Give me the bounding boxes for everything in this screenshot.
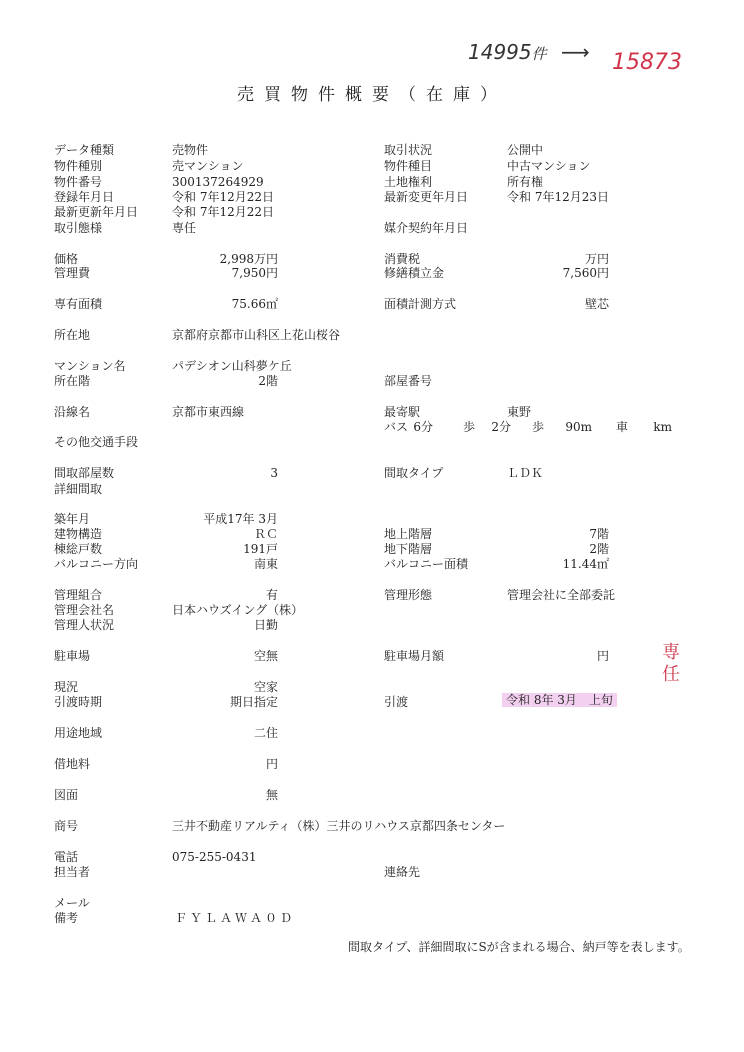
value-walk-minutes: 2分: [491, 420, 511, 434]
value-units: 191戸: [243, 542, 278, 556]
label-room-no: 部屋番号: [384, 374, 433, 388]
label-land-rent: 借地料: [54, 757, 91, 771]
label-parking: 駐車場: [54, 649, 91, 663]
label-trade-mode: 取引態様: [54, 221, 103, 235]
value-data-type: 売物件: [172, 143, 209, 157]
value-manager-status: 日勤: [253, 618, 278, 632]
label-layout-detail: 詳細間取: [54, 482, 103, 496]
label-mgmt-fee: 管理費: [54, 266, 91, 280]
value-land-right: 所有権: [507, 175, 544, 189]
value-drawings: 無: [265, 788, 278, 802]
label-mgmt-form: 管理形態: [384, 588, 433, 602]
value-area: 75.66㎡: [231, 297, 278, 311]
label-data-type: データ種類: [54, 143, 115, 157]
value-structure: ＲＣ: [253, 527, 278, 541]
label-handover-time: 引渡時期: [54, 695, 103, 709]
value-remarks: ＦＹＬＡＷＡ０Ｄ: [175, 911, 296, 925]
value-mgmt-company: 日本ハウズイング（株）: [172, 603, 304, 617]
label-floors-above: 地上階層: [384, 527, 433, 541]
value-bus-minutes: 6分: [413, 420, 433, 434]
value-floor: 2階: [258, 374, 278, 388]
label-car: 車: [616, 420, 629, 434]
label-rooms: 間取部屋数: [54, 466, 115, 480]
value-station: 東野: [507, 405, 532, 419]
label-handover: 引渡: [384, 695, 409, 709]
value-rooms: 3: [270, 466, 278, 480]
label-balcony-direction: バルコニー方向: [54, 557, 139, 571]
value-built: 平成17年 3月: [203, 512, 278, 526]
label-area: 専有面積: [54, 297, 103, 311]
value-property-type: 売マンション: [172, 159, 244, 173]
value-line: 京都市東西線: [172, 405, 245, 419]
value-last-changed: 令和 7年12月23日: [507, 190, 609, 204]
label-other-transport: その他交通手段: [54, 435, 139, 449]
label-person: 担当者: [54, 865, 91, 879]
label-property-no: 物件番号: [54, 175, 103, 189]
label-price: 価格: [54, 252, 79, 266]
label-balcony-area: バルコニー面積: [384, 557, 469, 571]
label-units: 棟総戸数: [54, 542, 103, 556]
value-floors-below: 2階: [589, 542, 609, 556]
value-address: 京都府京都市山科区上花山桜谷: [172, 328, 341, 342]
value-balcony-area: 11.44㎡: [562, 557, 609, 571]
label-walk-2: 歩: [532, 420, 545, 434]
handwritten-side-note: 専任: [662, 642, 680, 685]
label-structure: 建物構造: [54, 527, 103, 541]
label-last-updated: 最新更新年月日: [54, 205, 139, 219]
value-parking-fee: 円: [596, 649, 609, 663]
value-property-no: 300137264929: [172, 175, 264, 189]
value-registered: 令和 7年12月22日: [172, 190, 274, 204]
label-trade-status: 取引状況: [384, 143, 433, 157]
label-property-type: 物件種別: [54, 159, 103, 173]
value-trade-mode: 専任: [172, 221, 197, 235]
label-phone: 電話: [54, 850, 79, 864]
page-title: 売買物件概要（在庫）: [237, 85, 507, 105]
value-status: 空家: [253, 680, 278, 694]
value-property-item: 中古マンション: [507, 159, 591, 173]
value-land-rent: 円: [265, 757, 278, 771]
label-mgmt-union: 管理組合: [54, 588, 103, 602]
value-trade-status: 公開中: [507, 143, 544, 157]
label-land-right: 土地権利: [384, 175, 433, 189]
label-mgmt-company: 管理会社名: [54, 603, 115, 617]
label-contact: 連絡先: [384, 865, 421, 879]
label-consumption-tax: 消費税: [384, 252, 421, 266]
label-area-method: 面積計測方式: [384, 297, 457, 311]
label-zoning: 用途地域: [54, 726, 103, 740]
footer-note: 間取タイプ、詳細間取にSが含まれる場合、納戸等を表します。: [348, 940, 690, 954]
value-mgmt-form: 管理会社に全部委託: [507, 588, 616, 602]
label-floors-below: 地下階層: [384, 542, 433, 556]
value-handover: [502, 693, 617, 707]
value-consumption-tax: 万円: [584, 252, 609, 266]
handwritten-count-value: 14995: [468, 40, 532, 64]
label-property-item: 物件種目: [384, 159, 433, 173]
label-station: 最寄駅: [384, 405, 421, 419]
label-address: 所在地: [54, 328, 91, 342]
value-walk-distance: 90m: [565, 420, 592, 434]
value-price: 2,998万円: [219, 252, 278, 266]
value-layout-type: ＬＤＫ: [507, 466, 544, 480]
label-floor: 所在階: [54, 374, 91, 388]
value-balcony-direction: 南東: [253, 557, 278, 571]
handwritten-arrow: ⟶: [561, 40, 590, 64]
handwritten-count-suffix: 件: [531, 45, 547, 63]
label-status: 現況: [54, 680, 79, 694]
label-drawings: 図面: [54, 788, 79, 802]
handover-highlight: 令和 8年 3月 上旬: [502, 693, 617, 707]
value-last-updated: 令和 7年12月22日: [172, 205, 274, 219]
handwritten-new-count: 15873: [612, 50, 682, 75]
label-remarks: 備考: [54, 911, 79, 925]
label-company: 商号: [54, 819, 79, 833]
label-bus: バス: [384, 420, 409, 434]
label-walk-1: 歩: [463, 420, 476, 434]
label-email: メール: [54, 896, 90, 910]
value-repair-fund: 7,560円: [562, 266, 609, 280]
handwritten-count: [468, 40, 590, 64]
value-parking: 空無: [253, 649, 278, 663]
label-parking-fee: 駐車場月額: [384, 649, 445, 663]
label-manager-status: 管理人状況: [54, 618, 115, 632]
value-zoning: 二住: [253, 726, 278, 740]
value-area-method: 壁芯: [584, 297, 609, 311]
label-line: 沿線名: [54, 405, 91, 419]
value-car-distance: km: [653, 420, 672, 434]
value-phone: 075-255-0431: [172, 850, 257, 864]
value-handover-time: 期日指定: [229, 695, 278, 709]
label-repair-fund: 修繕積立金: [384, 266, 445, 280]
value-mansion-name: パデシオン山科夢ケ丘: [172, 359, 292, 373]
label-registered: 登録年月日: [54, 190, 115, 204]
label-layout-type: 間取タイプ: [384, 466, 444, 480]
label-built: 築年月: [54, 512, 91, 526]
label-mansion-name: マンション名: [54, 359, 126, 373]
label-agency-date: 媒介契約年月日: [384, 221, 469, 235]
value-mgmt-fee: 7,950円: [231, 266, 278, 280]
value-mgmt-union: 有: [265, 588, 278, 602]
label-last-changed: 最新変更年月日: [384, 190, 469, 204]
value-company: 三井不動産リアルティ（株）三井のリハウス京都四条センター: [172, 819, 506, 833]
value-floors-above: 7階: [589, 527, 609, 541]
